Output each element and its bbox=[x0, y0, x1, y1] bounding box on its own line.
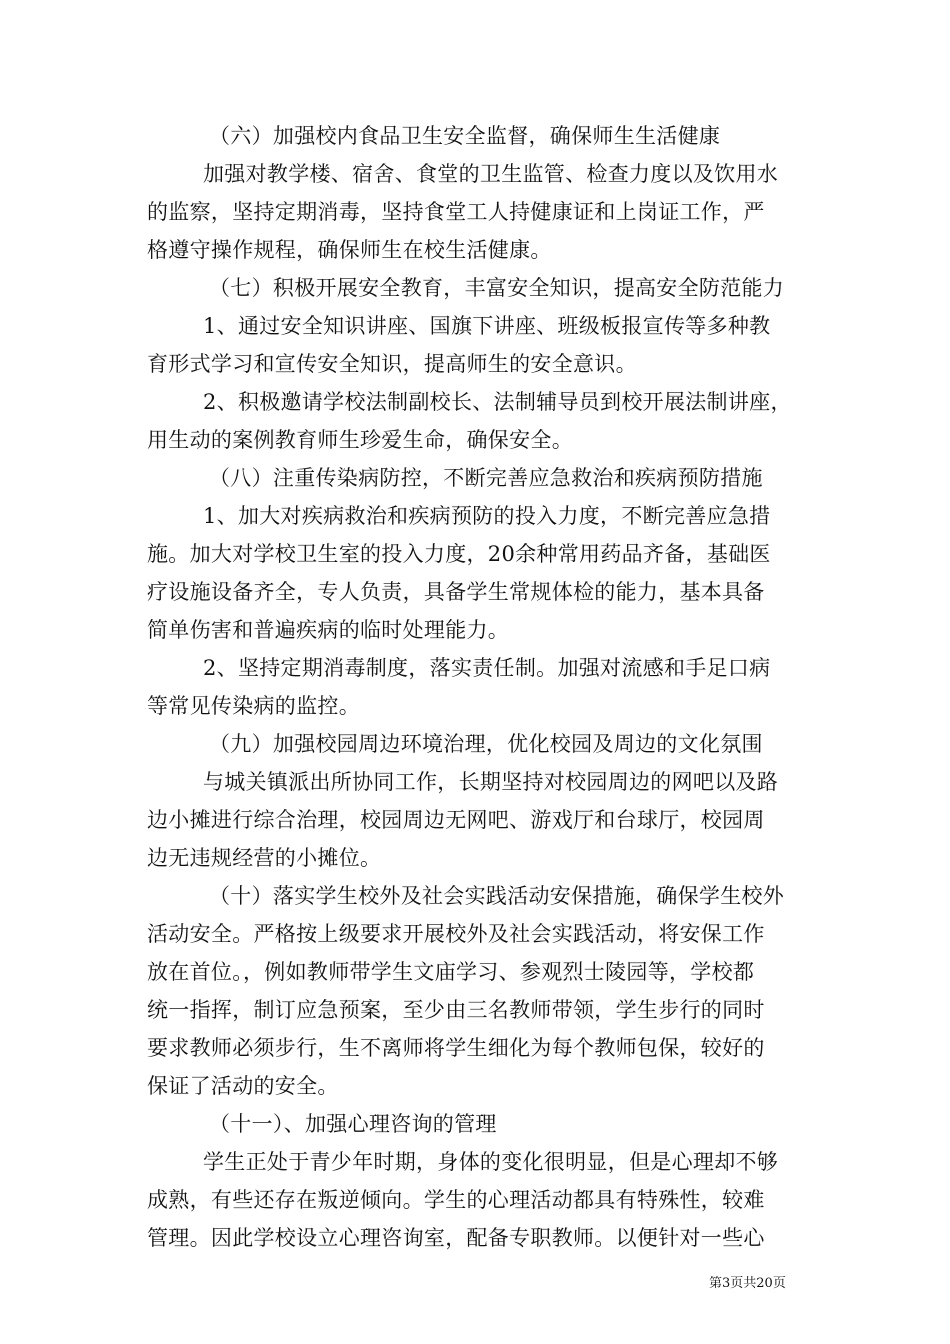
text-line: 管理。因此学校设立心理咨询室，配备专职教师。以便针对一些心 bbox=[147, 1226, 765, 1250]
text-line: 等常见传染病的监控。 bbox=[147, 694, 360, 718]
text-line: 与城关镇派出所协同工作，长期坚持对校园周边的网吧以及路 bbox=[203, 770, 779, 794]
text-line: 学生正处于青少年时期，身体的变化很明显，但是心理却不够 bbox=[203, 1150, 779, 1174]
text-line: 施。加大对学校卫生室的投入力度，20余种常用药品齐备，基础医 bbox=[147, 542, 771, 566]
text-line: 简单伤害和普遍疾病的临时处理能力。 bbox=[147, 618, 510, 642]
text-line: （七）积极开展安全教育，丰富安全知识，提高安全防范能力 bbox=[209, 276, 785, 300]
text-line: 放在首位。，例如教师带学生文庙学习、参观烈士陵园等，学校都 bbox=[147, 960, 755, 984]
text-line: 边无违规经营的小摊位。 bbox=[147, 846, 382, 870]
text-line: 2、积极邀请学校法制副校长、法制辅导员到校开展法制讲座， bbox=[203, 390, 792, 414]
text-line: 用生动的案例教育师生珍爱生命，确保安全。 bbox=[147, 428, 573, 452]
text-line: （六）加强校内食品卫生安全监督，确保师生生活健康 bbox=[209, 124, 721, 148]
text-line: 的监察，坚持定期消毒，坚持食堂工人持健康证和上岗证工作，严 bbox=[147, 200, 765, 224]
text-line: 疗设施设备齐全，专人负责，具备学生常规体检的能力，基本具备 bbox=[147, 580, 765, 604]
text-line: 活动安全。严格按上级要求开展校外及社会实践活动，将安保工作 bbox=[147, 922, 765, 946]
text-line: 保证了活动的安全。 bbox=[147, 1074, 339, 1098]
text-line: 1、通过安全知识讲座、国旗下讲座、班级板报宣传等多种教 bbox=[203, 314, 771, 338]
text-line: 成熟，有些还存在叛逆倾向。学生的心理活动都具有特殊性，较难 bbox=[147, 1188, 765, 1212]
text-line: （十一）、加强心理咨询的管理 bbox=[209, 1112, 497, 1136]
text-line: 育形式学习和宣传安全知识，提高师生的安全意识。 bbox=[147, 352, 637, 376]
page-number: 第3页共20页 bbox=[709, 1276, 786, 1291]
text-line: （十）落实学生校外及社会实践活动安保措施，确保学生校外 bbox=[209, 884, 785, 908]
text-line: 2、坚持定期消毒制度，落实责任制。加强对流感和手足口病 bbox=[203, 656, 771, 680]
text-line: 边小摊进行综合治理，校园周边无网吧、游戏厅和台球厅，校园周 bbox=[147, 808, 765, 832]
text-line: 加强对教学楼、宿舍、食堂的卫生监管、检查力度以及饮用水 bbox=[203, 162, 779, 186]
text-line: 1、加大对疾病救治和疾病预防的投入力度，不断完善应急措 bbox=[203, 504, 771, 528]
text-line: 格遵守操作规程，确保师生在校生活健康。 bbox=[147, 238, 552, 262]
text-line: 统一指挥，制订应急预案，至少由三名教师带领，学生步行的同时 bbox=[147, 998, 765, 1022]
text-line: 要求教师必须步行，生不离师将学生细化为每个教师包保，较好的 bbox=[147, 1036, 765, 1060]
text-line: （九）加强校园周边环境治理，优化校园及周边的文化氛围 bbox=[209, 732, 763, 756]
text-line: （八）注重传染病防控，不断完善应急救治和疾病预防措施 bbox=[209, 466, 763, 490]
